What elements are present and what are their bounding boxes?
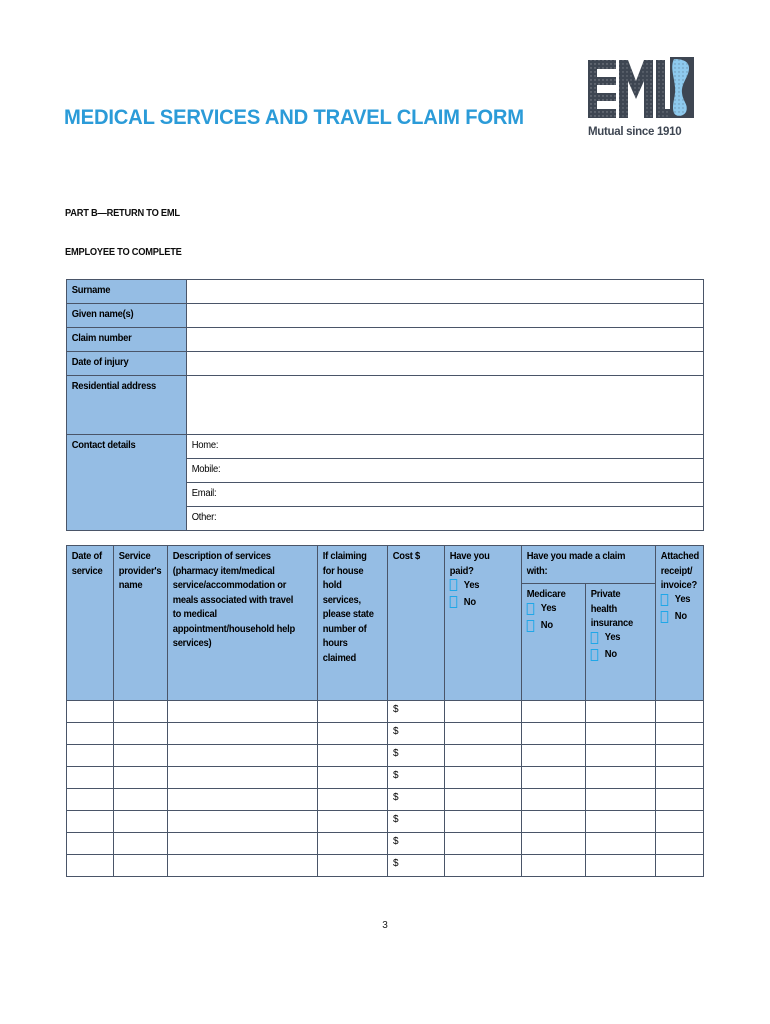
cell-value (114, 833, 164, 841)
cell-description[interactable] (168, 723, 318, 745)
cell-medicare[interactable] (522, 767, 586, 789)
cell-value (168, 745, 308, 753)
cell-cost[interactable] (388, 811, 445, 833)
option-label-no: No (604, 649, 617, 660)
cell-value (318, 701, 383, 709)
label-contact-details: Contact details (67, 435, 187, 531)
column-header-household-hours: If claiming for house hold services, please state number of hours claimed (318, 546, 388, 701)
cell-value (67, 833, 110, 841)
column-header-cost: Cost $ (388, 546, 445, 701)
cell-cost[interactable] (388, 855, 445, 877)
cell-private-health[interactable] (586, 701, 656, 723)
cell-medicare[interactable] (522, 789, 586, 811)
table-row-contact-home (67, 435, 704, 459)
column-header-claim-with: Have you made a claim with: (522, 546, 656, 584)
checkbox-icon[interactable] (661, 594, 669, 606)
cell-medicare[interactable] (522, 701, 586, 723)
cell-date-of-service[interactable] (67, 701, 114, 723)
cell-value (522, 789, 581, 797)
label-claim-number: Claim number (67, 328, 187, 352)
table-row-residential-address (67, 376, 704, 435)
cell-private-health[interactable] (586, 855, 656, 877)
cell-value: $ (393, 792, 399, 803)
cell-household-hours[interactable] (318, 701, 388, 723)
cell-value (114, 855, 164, 863)
have-you-paid-text: Have you paid? (449, 551, 490, 577)
cell-value (114, 789, 164, 797)
cell-household-hours[interactable] (318, 855, 388, 877)
cell-have-you-paid[interactable] (445, 789, 522, 811)
cell-attached-receipt[interactable] (656, 811, 704, 833)
checkbox-icon[interactable] (450, 596, 458, 608)
label-residential-address: Residential address (67, 376, 187, 435)
cell-private-health[interactable] (586, 789, 656, 811)
cell-value (445, 767, 516, 775)
cell-value (586, 789, 651, 797)
option-label-yes: Yes (604, 632, 621, 643)
cell-attached-receipt[interactable] (656, 767, 704, 789)
attached-receipt-checkbox-group (661, 594, 696, 623)
option-label-yes: Yes (674, 594, 691, 605)
cell-value (656, 723, 700, 731)
cell-value (656, 855, 700, 863)
cell-value (318, 723, 383, 731)
cell-have-you-paid[interactable] (445, 745, 522, 767)
medicare-no-option[interactable] (527, 620, 577, 632)
column-header-attached-receipt (656, 546, 704, 701)
checkbox-icon[interactable] (527, 620, 535, 632)
cell-value: $ (393, 836, 399, 847)
cell-value (114, 811, 164, 819)
cell-value (522, 723, 581, 731)
table-row (67, 701, 704, 723)
cell-value (445, 855, 516, 863)
cell-value (522, 811, 581, 819)
cell-cost[interactable] (388, 833, 445, 855)
have-you-paid-no-option[interactable] (450, 596, 512, 608)
cell-provider-name[interactable] (114, 855, 168, 877)
option-label-no: No (540, 620, 553, 631)
label-given-names: Given name(s) (67, 304, 187, 328)
cell-have-you-paid[interactable] (445, 767, 522, 789)
cell-value (586, 745, 651, 753)
cell-cost[interactable] (388, 767, 445, 789)
cell-value (168, 701, 308, 709)
cell-provider-name[interactable] (114, 833, 168, 855)
cell-date-of-service[interactable] (67, 833, 114, 855)
field-contact-home[interactable]: Home: (187, 435, 704, 459)
attached-receipt-yes-option[interactable] (661, 594, 696, 606)
cell-provider-name[interactable] (114, 811, 168, 833)
cell-value (168, 767, 308, 775)
cell-attached-receipt[interactable] (656, 833, 704, 855)
cell-value (656, 745, 700, 753)
table-row-given-names (67, 304, 704, 328)
option-label-yes: Yes (463, 579, 480, 591)
cell-cost[interactable] (388, 745, 445, 767)
private-health-yes-option[interactable] (591, 632, 646, 644)
cell-value (445, 701, 516, 709)
cell-value (522, 745, 581, 753)
cell-value (586, 855, 651, 863)
checkbox-icon[interactable] (450, 579, 458, 591)
cell-description[interactable] (168, 833, 318, 855)
medicare-yes-option[interactable] (527, 603, 577, 615)
attached-receipt-text: Attached receipt/ invoice? (660, 551, 700, 591)
table-row (67, 833, 704, 855)
cell-value (318, 833, 383, 841)
cell-value (586, 701, 651, 709)
cell-value (67, 745, 110, 753)
cell-value (445, 833, 516, 841)
checkbox-icon[interactable] (591, 649, 599, 661)
part-b-label: PART B—RETURN TO EML (65, 208, 180, 219)
cell-date-of-service[interactable] (67, 767, 114, 789)
field-contact-email[interactable]: Email: (187, 483, 704, 507)
cell-attached-receipt[interactable] (656, 789, 704, 811)
option-label-yes: Yes (540, 603, 557, 614)
cell-household-hours[interactable] (318, 723, 388, 745)
cell-value: $ (393, 704, 399, 715)
header-row-primary (67, 546, 704, 584)
private-health-no-option[interactable] (591, 649, 646, 661)
cell-private-health[interactable] (586, 811, 656, 833)
cell-household-hours[interactable] (318, 789, 388, 811)
option-label-no: No (463, 596, 476, 608)
table-row (67, 855, 704, 877)
cell-date-of-service[interactable] (67, 745, 114, 767)
cell-value (586, 723, 651, 731)
cell-value (168, 789, 308, 797)
checkbox-icon[interactable] (527, 603, 535, 615)
cell-have-you-paid[interactable] (445, 701, 522, 723)
cell-value (67, 723, 110, 731)
cell-cost[interactable] (388, 723, 445, 745)
medicare-checkbox-group (527, 603, 577, 632)
cell-value (318, 789, 383, 797)
employee-details-table (66, 279, 704, 531)
cell-have-you-paid[interactable] (445, 855, 522, 877)
cell-private-health[interactable] (586, 745, 656, 767)
services-claim-table (66, 545, 704, 877)
cell-household-hours[interactable] (318, 745, 388, 767)
cell-private-health[interactable] (586, 723, 656, 745)
field-contact-other[interactable]: Other: (187, 507, 704, 531)
cell-provider-name[interactable] (114, 723, 168, 745)
cell-value (67, 811, 110, 819)
cell-attached-receipt[interactable] (656, 723, 704, 745)
table-row-claim-number (67, 328, 704, 352)
table-row (67, 811, 704, 833)
cell-value (318, 811, 383, 819)
cell-date-of-service[interactable] (67, 811, 114, 833)
table-row (67, 789, 704, 811)
cell-value (67, 855, 110, 863)
cell-provider-name[interactable] (114, 767, 168, 789)
cell-date-of-service[interactable] (67, 723, 114, 745)
cell-value (656, 833, 700, 841)
have-you-paid-yes-option[interactable] (450, 579, 512, 591)
cell-value (656, 811, 700, 819)
cell-medicare[interactable] (522, 833, 586, 855)
cell-description[interactable] (168, 745, 318, 767)
checkbox-icon[interactable] (591, 632, 599, 644)
column-header-provider-name: Service provider's name (114, 546, 168, 701)
column-header-medicare (522, 584, 586, 701)
cell-date-of-service[interactable] (67, 855, 114, 877)
cell-value (586, 811, 651, 819)
cell-value (67, 767, 110, 775)
cell-medicare[interactable] (522, 745, 586, 767)
cell-description[interactable] (168, 767, 318, 789)
field-contact-mobile[interactable]: Mobile: (187, 459, 704, 483)
cell-value (318, 767, 383, 775)
option-label-no: No (674, 611, 687, 622)
label-date-of-injury: Date of injury (67, 352, 187, 376)
cell-household-hours[interactable] (318, 767, 388, 789)
field-surname[interactable] (187, 280, 704, 304)
cell-value (168, 811, 308, 819)
cell-value (656, 789, 700, 797)
table-row-surname (67, 280, 704, 304)
column-header-have-you-paid (445, 546, 522, 701)
cell-value (522, 855, 581, 863)
cell-have-you-paid[interactable] (445, 723, 522, 745)
cell-medicare[interactable] (522, 811, 586, 833)
cell-date-of-service[interactable] (67, 789, 114, 811)
page-title: MEDICAL SERVICES AND TRAVEL CLAIM FORM (64, 105, 524, 129)
field-claim-number[interactable] (187, 328, 704, 352)
cell-value (114, 745, 164, 753)
cell-value (445, 789, 516, 797)
cell-provider-name[interactable] (114, 789, 168, 811)
cell-value (445, 723, 516, 731)
eml-logo (586, 55, 696, 141)
cell-value: $ (393, 814, 399, 825)
medicare-text: Medicare (526, 589, 566, 600)
cell-have-you-paid[interactable] (445, 811, 522, 833)
cell-description[interactable] (168, 789, 318, 811)
cell-cost[interactable] (388, 789, 445, 811)
table-row (67, 723, 704, 745)
cell-value (445, 811, 516, 819)
cell-cost[interactable] (388, 701, 445, 723)
cell-value: $ (393, 858, 399, 869)
cell-value (318, 855, 383, 863)
cell-value (522, 767, 581, 775)
cell-value (114, 701, 164, 709)
cell-household-hours[interactable] (318, 833, 388, 855)
services-table-body (67, 701, 704, 877)
cell-value (114, 723, 164, 731)
cell-value (656, 767, 700, 775)
cell-description[interactable] (168, 811, 318, 833)
field-given-names[interactable] (187, 304, 704, 328)
cell-provider-name[interactable] (114, 745, 168, 767)
cell-attached-receipt[interactable] (656, 855, 704, 877)
cell-medicare[interactable] (522, 723, 586, 745)
cell-value (114, 767, 164, 775)
cell-value (318, 745, 383, 753)
cell-value (586, 767, 651, 775)
cell-provider-name[interactable] (114, 701, 168, 723)
cell-value (445, 745, 516, 753)
cell-value (168, 855, 308, 863)
cell-household-hours[interactable] (318, 811, 388, 833)
table-row-date-of-injury (67, 352, 704, 376)
cell-description[interactable] (168, 855, 318, 877)
checkbox-icon[interactable] (661, 611, 669, 623)
label-surname: Surname (67, 280, 187, 304)
field-residential-address[interactable] (187, 376, 704, 435)
cell-value (656, 701, 700, 709)
column-header-description: Description of services (pharmacy item/medical service/accommodation or meals associated with travel to medical appointment/household help services) (168, 546, 318, 701)
field-date-of-injury[interactable] (187, 352, 704, 376)
column-header-private-health-insurance (586, 584, 656, 701)
cell-value (67, 789, 110, 797)
cell-value (522, 833, 581, 841)
table-row (67, 767, 704, 789)
attached-receipt-no-option[interactable] (661, 611, 696, 623)
cell-value: $ (393, 726, 399, 737)
cell-value (168, 723, 308, 731)
column-header-date-of-service: Date of service (67, 546, 114, 701)
cell-value: $ (393, 770, 399, 781)
cell-value (67, 701, 110, 709)
cell-private-health[interactable] (586, 767, 656, 789)
employee-to-complete-label: EMPLOYEE TO COMPLETE (65, 247, 182, 258)
cell-attached-receipt[interactable] (656, 701, 704, 723)
cell-value: $ (393, 748, 399, 759)
cell-description[interactable] (168, 701, 318, 723)
cell-have-you-paid[interactable] (445, 833, 522, 855)
cell-value (168, 833, 308, 841)
cell-attached-receipt[interactable] (656, 745, 704, 767)
cell-value (586, 833, 651, 841)
logo-tagline: Mutual since 1910 (588, 126, 682, 138)
cell-private-health[interactable] (586, 833, 656, 855)
cell-medicare[interactable] (522, 855, 586, 877)
private-health-text: Private health insurance (590, 589, 633, 629)
page-number: 3 (382, 920, 388, 931)
table-row (67, 745, 704, 767)
cell-value (522, 701, 581, 709)
